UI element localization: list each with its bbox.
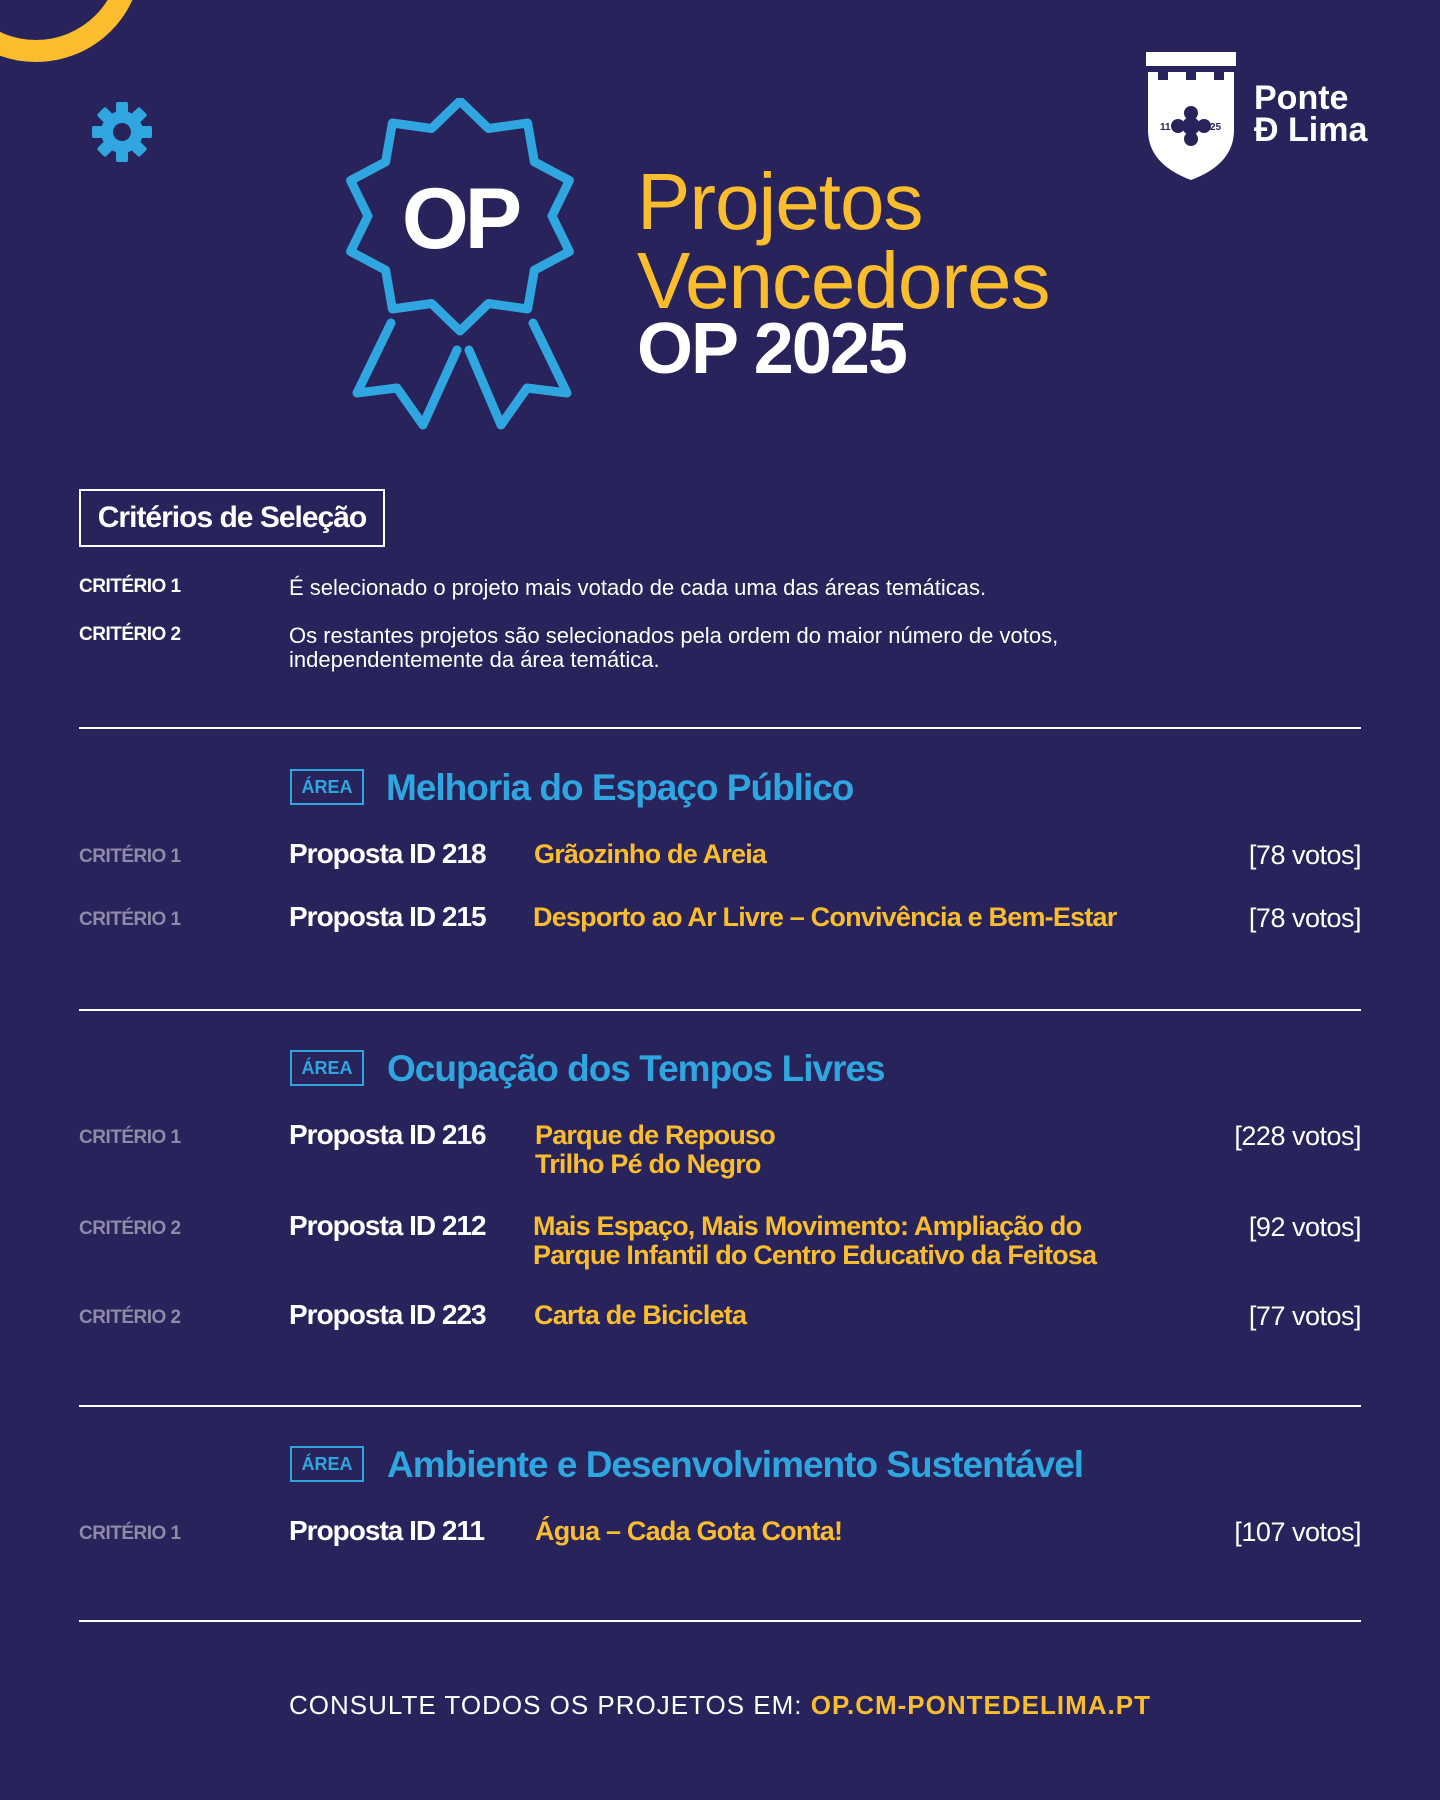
award-rosette-icon — [335, 98, 590, 430]
row-proposal-id: Proposta ID 211 — [289, 1515, 485, 1546]
row-votes: [107 votos] — [1234, 1517, 1361, 1547]
divider — [79, 1009, 1361, 1011]
row-project-name-line: Trilho Pé do Negro — [535, 1149, 761, 1179]
area-title-1: Melhoria do Espaço Público — [386, 767, 854, 808]
divider — [79, 1620, 1361, 1622]
divider — [79, 727, 1361, 729]
footer-prefix: CONSULTE TODOS OS PROJETOS EM: — [289, 1690, 811, 1720]
row-criterion: CRITÉRIO 2 — [79, 1218, 181, 1239]
row-criterion: CRITÉRIO 1 — [79, 1523, 181, 1544]
gear-icon — [90, 100, 154, 164]
row-votes: [92 votos] — [1248, 1212, 1361, 1242]
logo-year-left: 11 — [1160, 122, 1171, 133]
row-votes: [78 votos] — [1248, 903, 1361, 933]
municipal-shield-icon — [1146, 52, 1238, 182]
footer — [0, 1690, 1440, 1721]
row-proposal-id: Proposta ID 223 — [289, 1299, 486, 1330]
footer-url-link[interactable]: OP.CM-PONTEDELIMA.PT — [810, 1690, 1151, 1720]
row-project-name-line: Parque Infantil do Centro Educativo da Feitosa — [533, 1240, 1097, 1270]
title-line-1: Projetos — [637, 157, 923, 246]
area-badge: ÁREA — [290, 769, 364, 805]
criteria-text-1: É selecionado o projeto mais votado de cada uma das áreas temáticas. — [289, 575, 987, 600]
area-title-2: Ocupação dos Tempos Livres — [387, 1048, 885, 1089]
badge-op-text: OP — [401, 171, 519, 267]
row-project-name: Carta de Bicicleta — [534, 1300, 747, 1330]
criteria-title: Critérios de Seleção — [97, 501, 367, 534]
title-line-3: OP 2025 — [637, 309, 906, 389]
criteria-label-2: CRITÉRIO 2 — [79, 624, 181, 645]
criteria-label-1: CRITÉRIO 1 — [79, 576, 181, 597]
title-line-2: Vencedores — [637, 236, 1050, 325]
row-project-name-line: Parque de Repouso — [535, 1120, 775, 1150]
row-proposal-id: Proposta ID 212 — [289, 1210, 486, 1241]
corner-arc-decoration — [0, 0, 142, 62]
row-criterion: CRITÉRIO 2 — [79, 1307, 181, 1328]
area-title-3: Ambiente e Desenvolvimento Sustentável — [387, 1444, 1084, 1485]
logo-text-line-1: Ponte — [1254, 79, 1349, 117]
row-votes: [77 votos] — [1248, 1301, 1361, 1331]
row-project-name-line: Mais Espaço, Mais Movimento: Ampliação do — [533, 1211, 1082, 1241]
row-proposal-id: Proposta ID 215 — [289, 901, 486, 932]
row-criterion: CRITÉRIO 1 — [79, 846, 181, 867]
row-project-name — [535, 1121, 1175, 1179]
row-proposal-id: Proposta ID 216 — [289, 1119, 486, 1150]
row-project-name: Água – Cada Gota Conta! — [535, 1516, 843, 1546]
logo-wordmark — [1254, 79, 1368, 149]
area-badge: ÁREA — [290, 1050, 364, 1086]
row-criterion: CRITÉRIO 1 — [79, 909, 181, 930]
criteria-text-2: Os restantes projetos são selecionados pela ordem do maior número de votos, independentemente da área temática. — [289, 623, 1059, 672]
row-votes: [78 votos] — [1248, 840, 1361, 870]
divider — [79, 1405, 1361, 1407]
logo-text-line-2: Đ Lima — [1254, 111, 1368, 149]
logo-year-right: 25 — [1210, 122, 1222, 133]
area-badge: ÁREA — [290, 1446, 364, 1482]
row-project-name — [533, 1212, 1173, 1270]
row-proposal-id: Proposta ID 218 — [289, 838, 486, 869]
row-votes: [228 votos] — [1234, 1121, 1361, 1151]
row-project-name: Desporto ao Ar Livre – Convivência e Bem-Estar — [533, 902, 1117, 932]
row-project-name: Grãozinho de Areia — [534, 839, 767, 869]
row-criterion: CRITÉRIO 1 — [79, 1127, 181, 1148]
